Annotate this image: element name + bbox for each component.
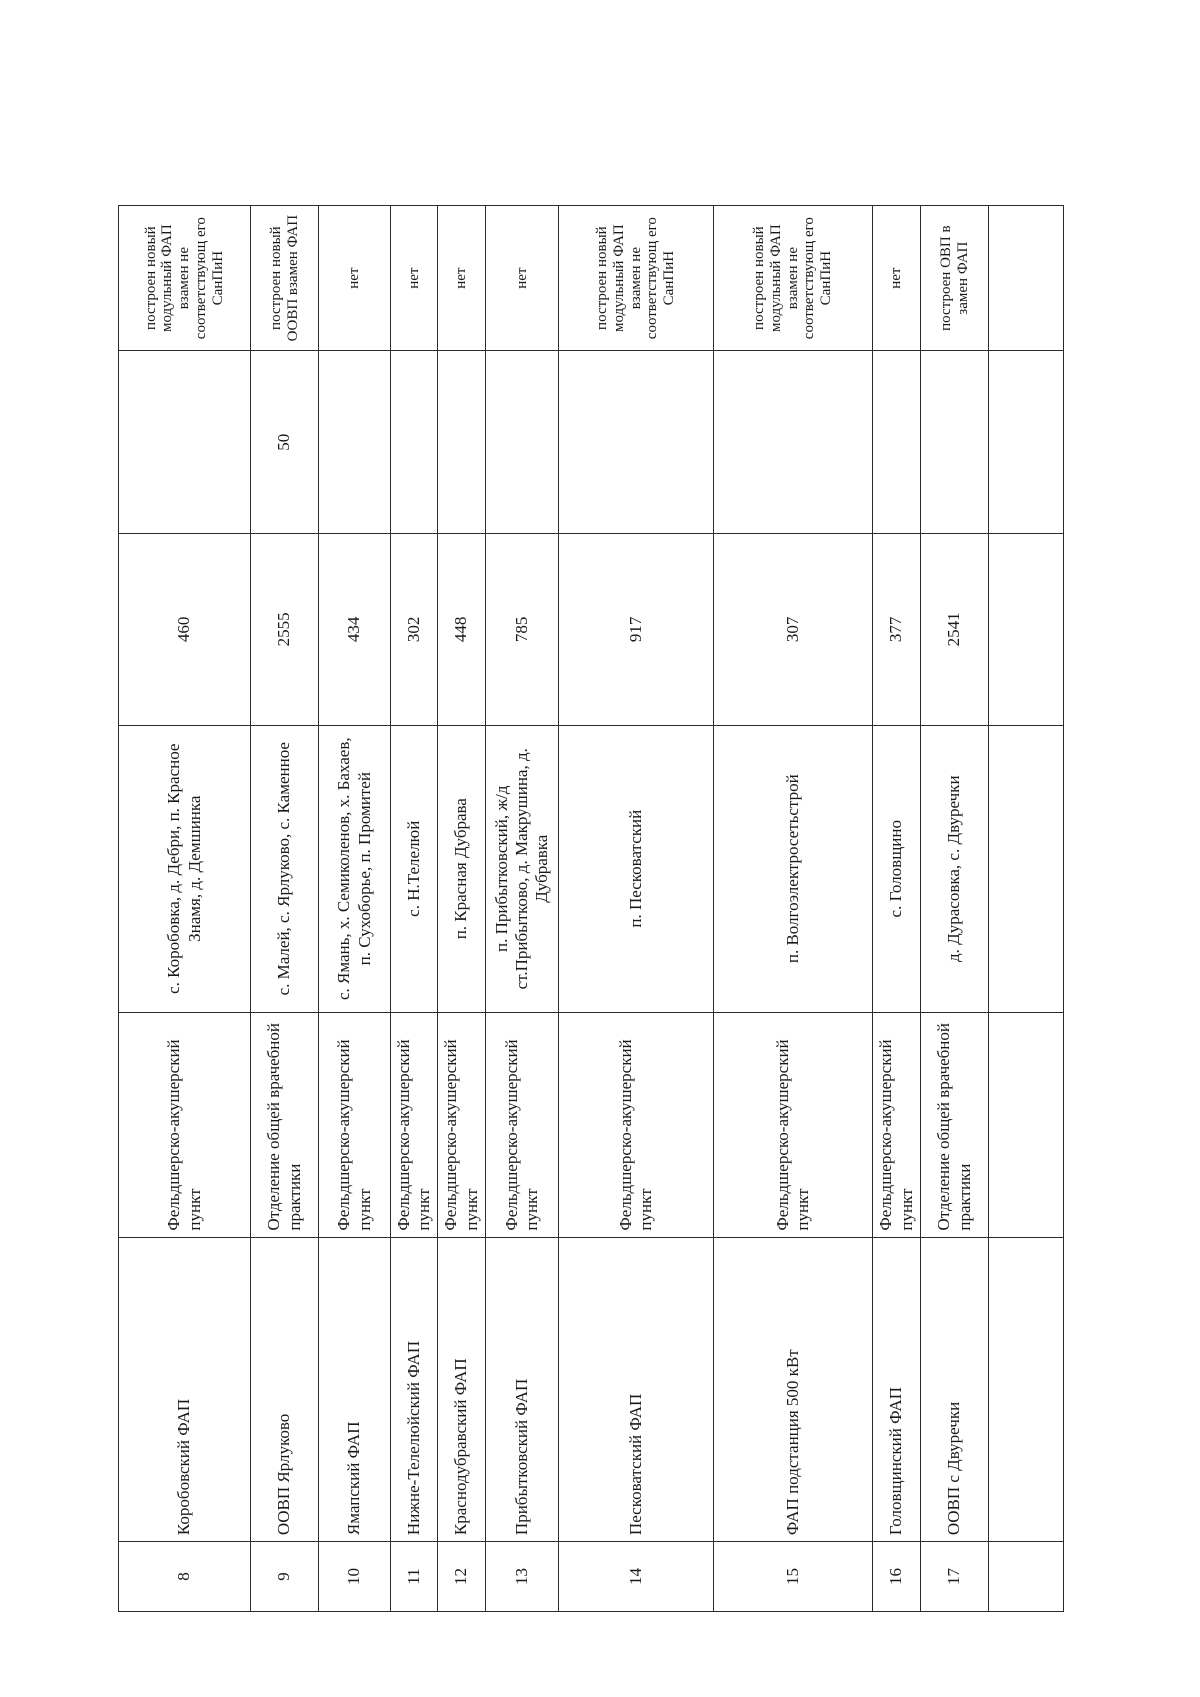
row-number: 9 <box>251 1542 319 1612</box>
table-row-empty <box>989 206 1064 1612</box>
table-row <box>873 206 921 1612</box>
facility-type: Фельдшерско-акушерский пункт <box>391 1012 438 1237</box>
population: 448 <box>438 534 486 725</box>
capacity <box>486 351 559 534</box>
facility-name: Коробовский ФАП <box>119 1237 251 1541</box>
served-settlements: п. Песковатский <box>559 725 714 1012</box>
served-settlements: с. Ямань, х. Семиколенов, х. Бахаев, п. Сухоборье, п. Промитей <box>319 725 391 1012</box>
facility-type: Фельдшерско-акушерский пункт <box>486 1012 559 1237</box>
population: 2555 <box>251 534 319 725</box>
population: 917 <box>559 534 714 725</box>
facility-type: Фельдшерско-акушерский пункт <box>438 1012 486 1237</box>
empty-cell <box>989 725 1064 1012</box>
note: построен новый модульный ФАП взамен не соответствующ его СанПиН <box>714 206 873 351</box>
table-row <box>119 206 251 1612</box>
capacity <box>119 351 251 534</box>
table-row <box>438 206 486 1612</box>
served-settlements: с. Коробовка, д. Дебри, п. Красное Знамя, д. Демшинка <box>119 725 251 1012</box>
facility-type: Отделение общей врачебной практики <box>251 1012 319 1237</box>
note: построен новый модульный ФАП взамен не соответствующ его СанПиН <box>119 206 251 351</box>
row-number: 15 <box>714 1542 873 1612</box>
row-number: 8 <box>119 1542 251 1612</box>
capacity <box>559 351 714 534</box>
table-row <box>714 206 873 1612</box>
facility-type: Отделение общей врачебной практики <box>921 1012 989 1237</box>
served-settlements: д. Дурасовка, с. Двуречки <box>921 725 989 1012</box>
empty-cell <box>989 206 1064 351</box>
served-settlements: с. Головщино <box>873 725 921 1012</box>
capacity <box>714 351 873 534</box>
empty-cell <box>989 351 1064 534</box>
row-number: 10 <box>319 1542 391 1612</box>
row-number: 14 <box>559 1542 714 1612</box>
served-settlements: п. Прибытковский, ж/д ст.Прибытково, д. Макрушина, д. Дубравка <box>486 725 559 1012</box>
population: 785 <box>486 534 559 725</box>
population: 460 <box>119 534 251 725</box>
empty-cell <box>989 534 1064 725</box>
row-number: 13 <box>486 1542 559 1612</box>
note: построен ОВП в замен ФАП <box>921 206 989 351</box>
capacity <box>319 351 391 534</box>
note: нет <box>319 206 391 351</box>
row-number: 11 <box>391 1542 438 1612</box>
capacity <box>438 351 486 534</box>
facility-name: Краснодубравский ФАП <box>438 1237 486 1541</box>
note: нет <box>486 206 559 351</box>
served-settlements: с. Н.Телелюй <box>391 725 438 1012</box>
facility-type: Фельдшерско-акушерский пункт <box>559 1012 714 1237</box>
served-settlements: п. Волгоэлектросетьстрой <box>714 725 873 1012</box>
facility-name: ООВП Ярлуково <box>251 1237 319 1541</box>
table-row <box>921 206 989 1612</box>
note: нет <box>873 206 921 351</box>
facility-type: Фельдшерско-акушерский пункт <box>714 1012 873 1237</box>
table-row <box>391 206 438 1612</box>
note: построен новый ООВП взамен ФАП <box>251 206 319 351</box>
table-row <box>319 206 391 1612</box>
row-number: 17 <box>921 1542 989 1612</box>
empty-cell <box>989 1542 1064 1612</box>
table-row <box>559 206 714 1612</box>
population: 302 <box>391 534 438 725</box>
served-settlements: с. Малей, с. Ярлуково, с. Каменное <box>251 725 319 1012</box>
population: 2541 <box>921 534 989 725</box>
empty-cell <box>989 1012 1064 1237</box>
facility-name: Ямапский ФАП <box>319 1237 391 1541</box>
rotated-table-container <box>118 205 1063 1612</box>
population: 307 <box>714 534 873 725</box>
capacity: 50 <box>251 351 319 534</box>
facility-type: Фельдшерско-акушерский пункт <box>119 1012 251 1237</box>
note: построен новый модульный ФАП взамен не соответствующ его СанПиН <box>559 206 714 351</box>
facility-name: ООВП с Двуречки <box>921 1237 989 1541</box>
facility-name: Нижне-Телелюйский ФАП <box>391 1237 438 1541</box>
served-settlements: п. Красная Дубрава <box>438 725 486 1012</box>
facility-type: Фельдшерско-акушерский пункт <box>319 1012 391 1237</box>
empty-cell <box>989 1237 1064 1541</box>
facility-name: ФАП подстанция 500 кВт <box>714 1237 873 1541</box>
capacity <box>873 351 921 534</box>
facility-name: Прибытковский ФАП <box>486 1237 559 1541</box>
table-row <box>486 206 559 1612</box>
row-number: 12 <box>438 1542 486 1612</box>
facility-name: Головщинский ФАП <box>873 1237 921 1541</box>
population: 434 <box>319 534 391 725</box>
note: нет <box>391 206 438 351</box>
table-row <box>251 206 319 1612</box>
facility-type: Фельдшерско-акушерский пункт <box>873 1012 921 1237</box>
facility-name: Песковатский ФАП <box>559 1237 714 1541</box>
note: нет <box>438 206 486 351</box>
capacity <box>921 351 989 534</box>
medical-facilities-table <box>118 205 1064 1612</box>
population: 377 <box>873 534 921 725</box>
row-number: 16 <box>873 1542 921 1612</box>
capacity <box>391 351 438 534</box>
